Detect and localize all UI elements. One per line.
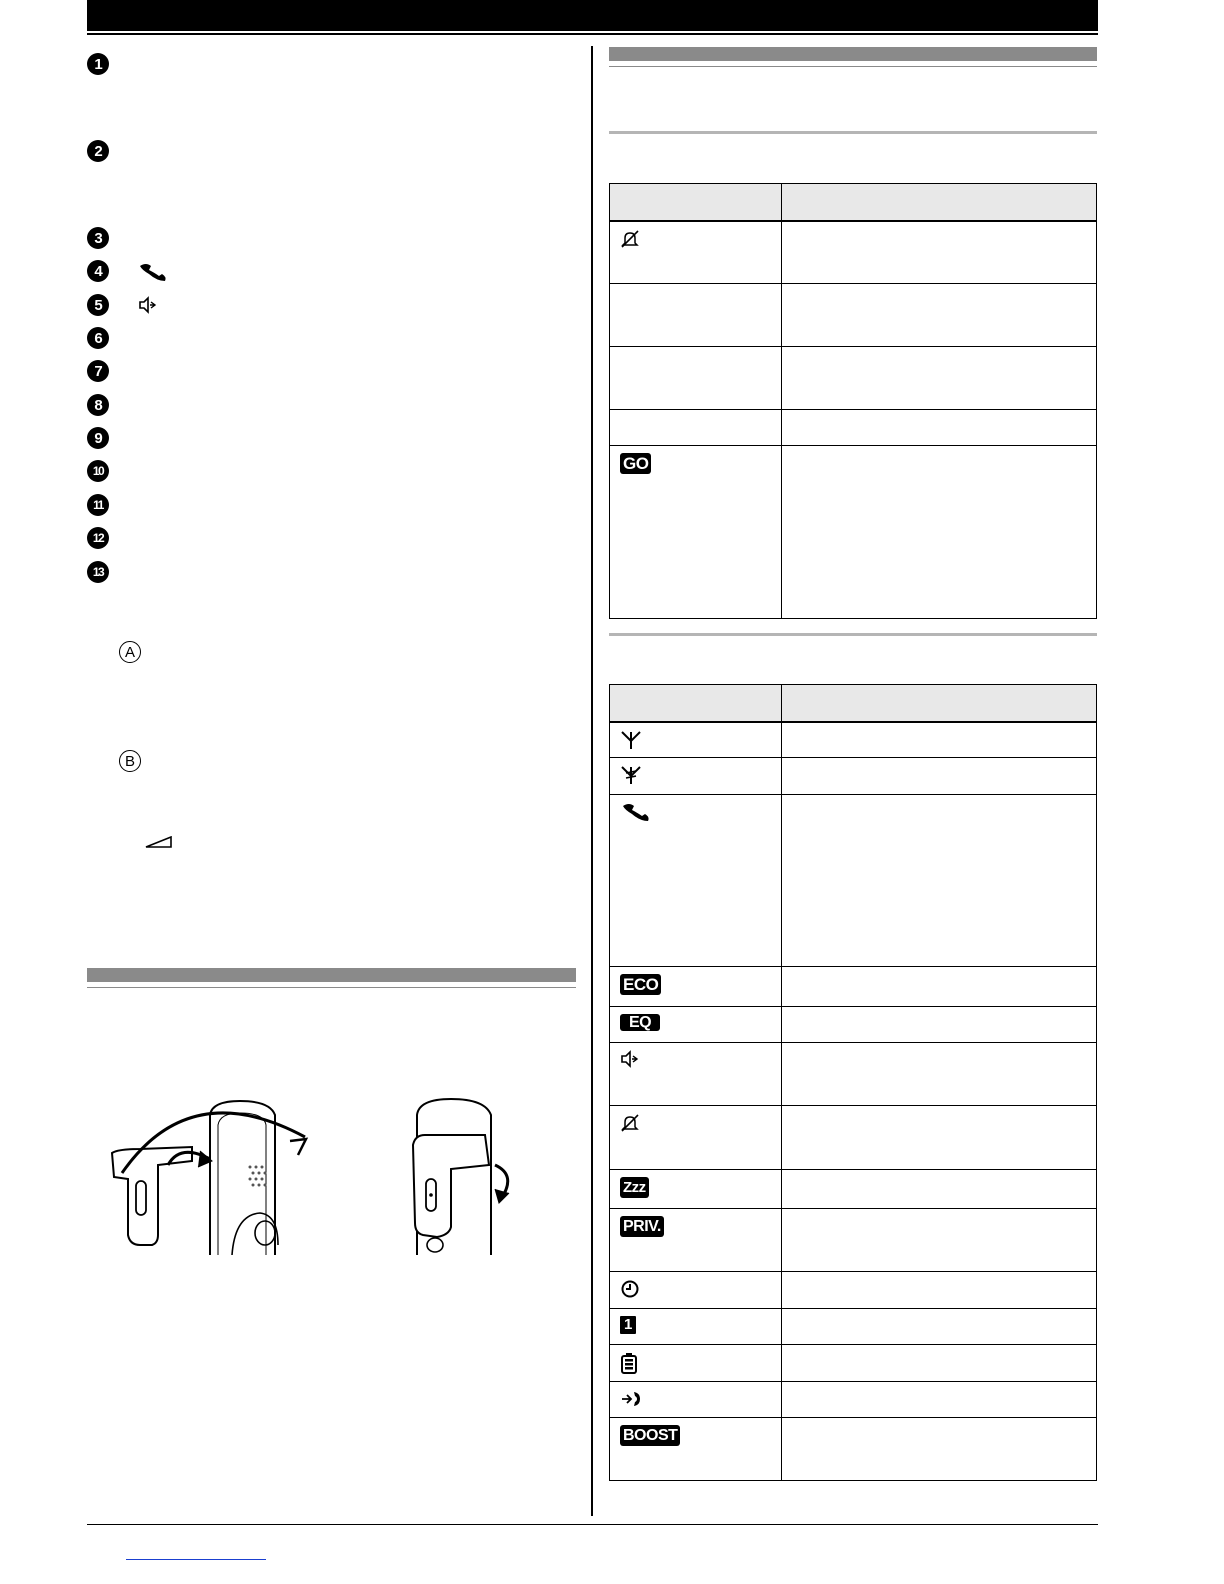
icon-cell [610,284,782,347]
meaning-cell [782,221,1097,284]
battery-icon [620,1352,781,1374]
speaker-icon [138,296,158,314]
icon-cell [610,347,782,410]
meaning-cell [782,1170,1097,1209]
item-number-10: 10 [87,460,109,482]
icon-cell [610,758,782,795]
table-row [610,1007,1097,1043]
table-row [610,1209,1097,1272]
meaning-cell [782,795,1097,967]
table-row [610,1043,1097,1106]
meaning-cell [782,1382,1097,1418]
meaning-cell [782,1007,1097,1043]
meaning-cell [782,284,1097,347]
meaning-cell [782,1106,1097,1170]
item-number-9: 9 [87,427,109,449]
table-row [610,410,1097,446]
header-cell-meaning [782,685,1097,722]
handset-icon [137,262,169,282]
icon-cell [610,1272,782,1309]
alarm-icon [620,1279,781,1299]
icon-cell [610,1043,782,1106]
meaning-cell [782,446,1097,619]
table-row [610,1418,1097,1481]
section-bar-belt-clip [87,968,576,982]
table-row [610,795,1097,967]
table-header-row [610,685,1097,722]
eq-icon: EQ [620,1014,660,1031]
item-number-5: 5 [87,294,109,316]
meaning-cell [782,1272,1097,1309]
table-row [610,722,1097,758]
table-row [610,758,1097,795]
footer-link-underline[interactable] [126,1559,266,1560]
item-number-13: 13 [87,561,109,583]
speaker-icon [620,1050,781,1068]
ringer-off-icon [620,1113,781,1133]
icon-cell [610,1170,782,1209]
header-cell-icon [610,685,782,722]
icon-cell [610,1418,782,1481]
table-row [610,1345,1097,1382]
icons-table-2 [609,684,1097,1481]
icon-cell [610,795,782,967]
table-row [610,347,1097,410]
item-number-8: 8 [87,394,109,416]
table-row [610,221,1097,284]
icon-cell [610,446,782,619]
footer-rule [87,1524,1098,1525]
talk-icon [620,1389,781,1409]
header-cell-icon [610,184,782,221]
column-divider [591,46,593,1516]
meaning-cell [782,410,1097,446]
icon-cell [610,722,782,758]
ringer-off-icon [620,229,781,249]
table-header-row [610,184,1097,221]
table-row [610,284,1097,347]
meaning-cell [782,967,1097,1007]
item-number-6: 6 [87,327,109,349]
table-row [610,1309,1097,1345]
callout-a: A [119,641,141,663]
header-bar [87,0,1098,31]
antenna-icon [620,730,781,750]
volume-wedge-icon [145,836,173,848]
icon-cell [610,410,782,446]
meaning-cell [782,1043,1097,1106]
item-number-2: 2 [87,140,109,162]
belt-clip-remove-illustration [405,1095,525,1255]
header-cell-meaning [782,184,1097,221]
handset-icon [620,802,781,822]
icon-cell [610,1382,782,1418]
icon-cell [610,1345,782,1382]
meaning-cell [782,1345,1097,1382]
header-rule [87,33,1098,35]
table-row [610,967,1097,1007]
subsection-rule-1 [609,131,1097,134]
icon-cell [610,1106,782,1170]
section-rule-belt-clip [87,987,576,988]
icon-cell [610,1309,782,1345]
section-bar-display-icons [609,47,1097,61]
icon-cell [610,221,782,284]
meaning-cell [782,758,1097,795]
table-row [610,1272,1097,1309]
icon-cell [610,967,782,1007]
section-rule-display-icons [609,66,1097,67]
eco-icon: ECO [620,974,661,995]
subsection-rule-2 [609,633,1097,636]
item-number-4: 4 [87,260,109,282]
table-row [610,1170,1097,1209]
meaning-cell [782,1418,1097,1481]
table-row [610,1106,1097,1170]
callout-b: B [119,750,141,772]
meaning-cell [782,347,1097,410]
sleep-icon: Zzz [620,1177,649,1198]
item-number-1: 1 [87,53,109,75]
meaning-cell [782,1309,1097,1345]
icons-table-1 [609,183,1097,619]
go-icon: GO [620,453,651,474]
icon-cell [610,1007,782,1043]
icon-cell [610,1209,782,1272]
item-number-11: 11 [87,494,109,516]
meaning-cell [782,722,1097,758]
meaning-cell [782,1209,1097,1272]
belt-clip-attach-illustration [100,1095,320,1255]
handset-number-icon: 1 [620,1316,636,1334]
item-number-12: 12 [87,527,109,549]
antenna-flashing-icon [620,765,781,785]
table-row [610,1382,1097,1418]
boost-icon: BOOST [620,1425,680,1446]
table-row [610,446,1097,619]
item-number-3: 3 [87,227,109,249]
item-number-7: 7 [87,360,109,382]
privacy-icon: PRIV. [620,1216,664,1237]
